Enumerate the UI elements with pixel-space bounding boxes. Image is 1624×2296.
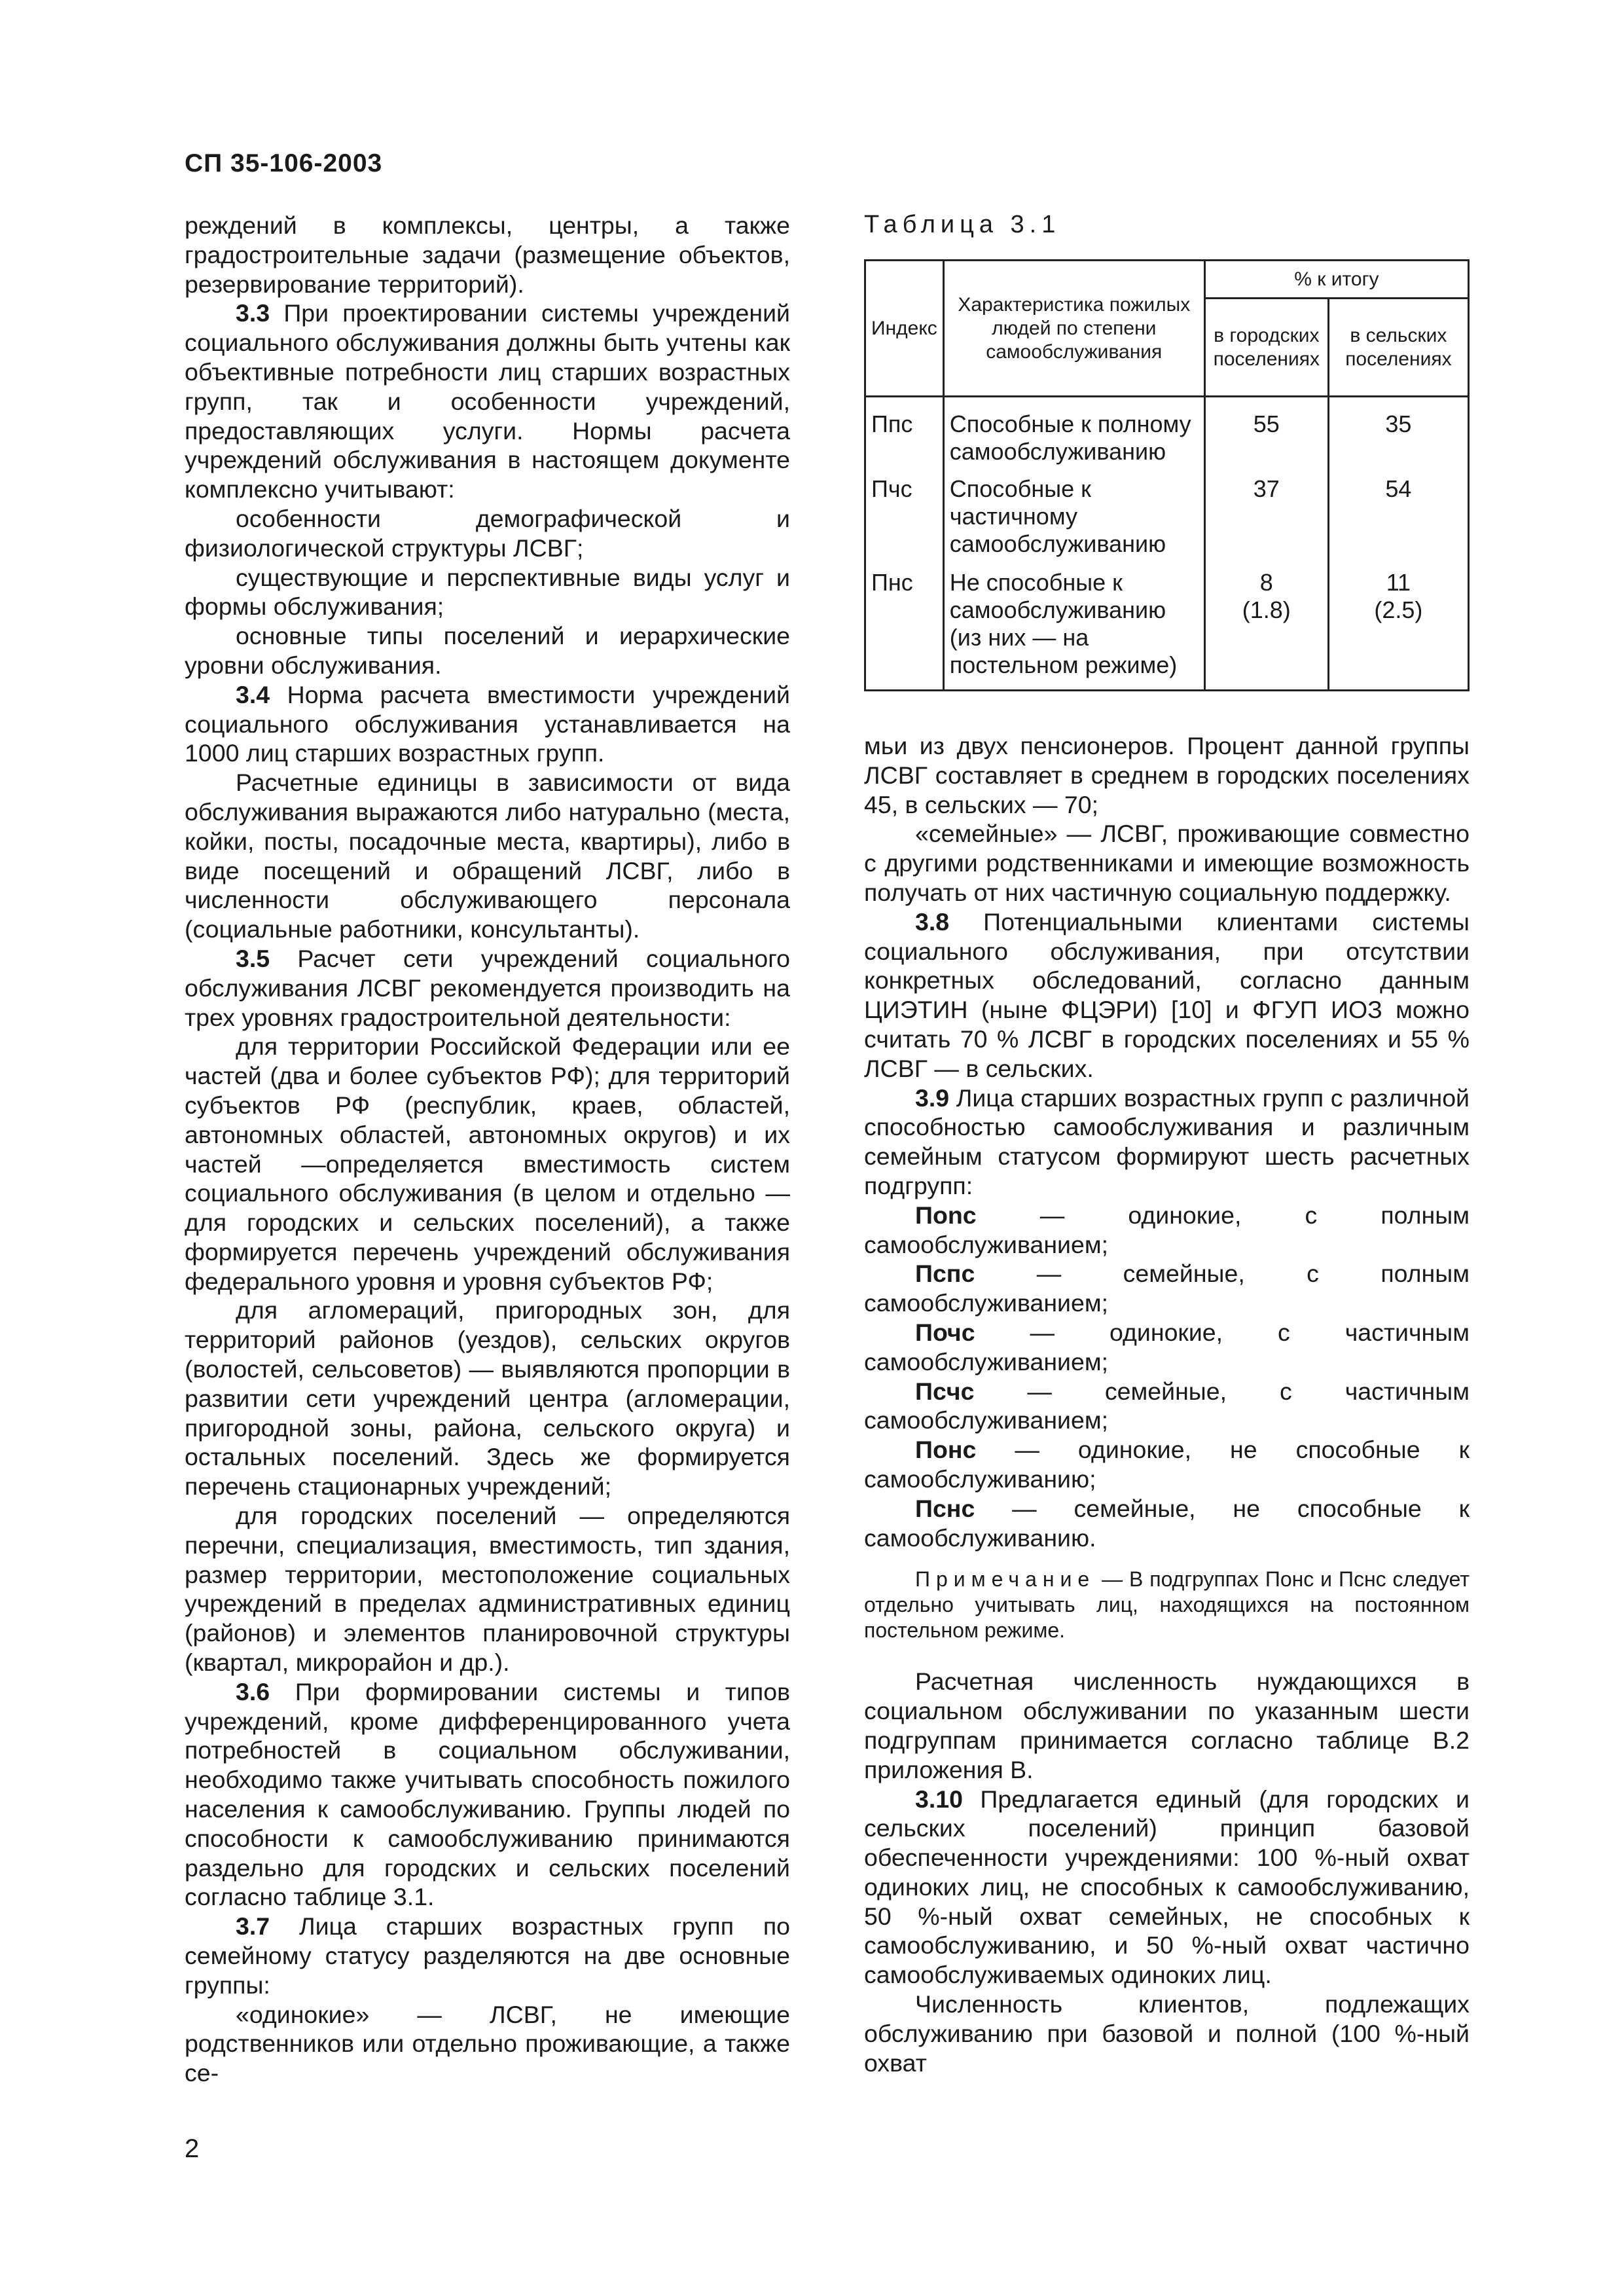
clause-text: Предлагается единый (для городских и сельских поселений) принцип базовой обеспеченности учреждениями: 100 %-ный охват одиноких лиц, не способных к самообслуживанию, 50 %-ный охват семейных, не способных к самообслуживанию, и 50 %-ный охват частично самообслуживаемых одиноких лиц. xyxy=(864,1785,1470,1989)
note xyxy=(864,1567,1470,1643)
table-row xyxy=(865,566,1469,690)
clause-number: 3.3 xyxy=(236,299,270,327)
paragraph: «семейные» — ЛСВГ, проживающие совместно с другими родственниками и имеющие возможность получать от них частичную социальную поддержку. xyxy=(864,820,1470,906)
cell-index: Ппс xyxy=(865,397,944,473)
clause-number: 3.10 xyxy=(915,1785,963,1813)
document-code: СП 35-106-2003 xyxy=(185,149,383,177)
cell-urban xyxy=(1204,566,1328,690)
clause-3-5 xyxy=(185,944,790,1032)
clause-number: 3.8 xyxy=(915,907,950,936)
subgroup-code: Понс xyxy=(915,1436,977,1464)
clause-text: Расчет сети учреждений социального обслуживания ЛСВГ рекомендуется производить на трех уровнях градостроительной деятельности: xyxy=(185,944,790,1031)
cell-urban-bedridden: (1.8) xyxy=(1242,596,1291,624)
subgroup-text: — семейные, с полным самообслуживанием; xyxy=(864,1260,1470,1317)
clause-text: При формировании системы и типов учреждений, кроме дифференцированного учета потребностей в социальном обслуживании, необходимо также учитывать способность пожилого населения к самообслуживанию. Группы людей по способности к самообслуживанию принимаются раздельно для городских и сельских поселений согласно таблице 3.1. xyxy=(185,1677,790,1911)
paragraph: Расчетные единицы в зависимости от вида обслуживания выражаются либо натурально (места, койки, посты, посадочные места, квартиры), либо в виде посещений и обращений ЛСВГ, либо в численности обслуживающего персонала (социальные работники, консультанты). xyxy=(185,769,790,943)
subgroup-code: Почс xyxy=(915,1318,975,1346)
table-row xyxy=(865,473,1469,566)
subgroup-item xyxy=(864,1377,1470,1436)
clause-3-9 xyxy=(864,1084,1470,1201)
list-item: для городских поселений — определяются перечни, специализация, вместимость, тип здания, размер территории, местоположение социальных учреждений в пределах административных единиц (районов) и элементов планировочной структуры (квартал, микрорайон и др.). xyxy=(185,1502,790,1677)
cell-rural: 54 xyxy=(1328,473,1468,566)
subgroup-text: — одинокие, с частичным самообслуживанием; xyxy=(864,1318,1470,1376)
subgroup-text: — семейные, не способные к самообслуживанию. xyxy=(864,1494,1470,1552)
note-text: — В подгруппах Понс и Пcнс следует отдельно учитывать лиц, находящихся на постоянном постельном режиме. xyxy=(864,1567,1470,1643)
list-item: основные типы поселений и иерархические уровни обслуживания. xyxy=(185,622,790,679)
subgroup-text: — одинокие, не способные к самообслуживанию; xyxy=(864,1436,1470,1493)
cell-rural: 35 xyxy=(1328,397,1468,473)
cell-urban: 37 xyxy=(1204,473,1328,566)
header-urban: в городских поселениях xyxy=(1204,299,1328,397)
paragraph: реждений в комплексы, центры, а также градостроительные задачи (размещение объектов, резервирование территорий). xyxy=(185,211,790,298)
clause-text: Потенциальными клиентами системы социального обслуживания, при отсутствии конкретных обследований, согласно данным ЦИЭТИН (ныне ФЦЭРИ) [10] и ФГУП ИОЗ можно считать 70 % ЛСВГ в городских поселениях и 55 % ЛСВГ — в сельских. xyxy=(864,907,1470,1082)
clause-3-7 xyxy=(185,1912,790,1999)
clause-3-6 xyxy=(185,1677,790,1912)
clause-number: 3.7 xyxy=(236,1912,270,1941)
clause-text: Норма расчета вместимости учреждений социального обслуживания устанавливается на 1000 лиц старших возрастных групп. xyxy=(185,680,790,767)
clause-3-10 xyxy=(864,1785,1470,1990)
cell-index: Пчс xyxy=(865,473,944,566)
header-total-percent: % к итогу xyxy=(1204,261,1468,299)
cell-rural-value: 11 xyxy=(1386,569,1411,596)
clause-number: 3.5 xyxy=(236,944,270,972)
cell-urban-value: 8 xyxy=(1259,569,1273,596)
left-column xyxy=(185,211,790,2088)
list-item: особенности демографической и физиологической структуры ЛСВГ; xyxy=(185,504,790,562)
cell-description: Не способные к самообслуживанию (из них — на постельном режиме) xyxy=(943,566,1204,690)
note-label: Примечание xyxy=(915,1567,1096,1592)
clause-3-4 xyxy=(185,680,790,768)
table-caption: Таблица 3.1 xyxy=(864,211,1061,238)
subgroup-item xyxy=(864,1201,1470,1260)
paragraph: мьи из двух пенсионеров. Процент данной группы ЛСВГ составляет в среднем в городских поселениях 45, в сельских — 70; xyxy=(864,732,1470,818)
header-rural: в сельских поселениях xyxy=(1328,299,1468,397)
subgroup-code: Поnс xyxy=(915,1201,977,1229)
page-number: 2 xyxy=(185,2134,200,2163)
subgroup-item xyxy=(864,1259,1470,1318)
subgroup-text: — одинокие, с полным самообслуживанием; xyxy=(864,1201,1470,1258)
header-characteristic: Характеристика пожилых людей по степени самообслуживания xyxy=(943,261,1204,397)
clause-text: Лица старших возрастных групп по семейному статусу разделяются на две основные группы: xyxy=(185,1912,790,1999)
clause-3-3 xyxy=(185,299,790,504)
table-3-1 xyxy=(864,259,1470,691)
list-item: для агломераций, пригородных зон, для территорий районов (уездов), сельских округов (волостей, сельсоветов) — выявляются пропорции в развитии сети учреждений центра (агломерации, пригородной зоны, района, сельского округа) и остальных поселений. Здесь же формируется перечень стационарных учреждений; xyxy=(185,1296,790,1501)
clause-number: 3.4 xyxy=(236,680,270,708)
cell-description: Способные к частичному самообслуживанию xyxy=(943,473,1204,566)
subgroup-item xyxy=(864,1318,1470,1377)
cell-rural xyxy=(1328,566,1468,690)
subgroup-item xyxy=(864,1435,1470,1494)
cell-description: Способные к полному самообслуживанию xyxy=(943,397,1204,473)
right-column xyxy=(864,731,1470,2077)
list-item: существующие и перспективные виды услуг и формы обслуживания; xyxy=(185,563,790,621)
subgroup-code: Пcпс xyxy=(915,1260,975,1288)
clause-3-8 xyxy=(864,907,1470,1084)
paragraph: Численность клиентов, подлежащих обслуживанию при базовой и полной (100 %-ный охват xyxy=(864,1990,1470,2077)
clause-number: 3.9 xyxy=(915,1084,950,1112)
cell-index: Пнс xyxy=(865,566,944,690)
clause-text: Лица старших возрастных групп с различной способностью самообслуживания и различным семейным статусом формируют шесть расчетных подгрупп: xyxy=(864,1084,1470,1199)
clause-number: 3.6 xyxy=(236,1677,270,1705)
table-row xyxy=(865,397,1469,473)
cell-urban: 55 xyxy=(1204,397,1328,473)
cell-rural-bedridden: (2.5) xyxy=(1374,596,1423,624)
list-item: для территории Российской Федерации или ее частей (два и более субъектов РФ); для территорий субъектов РФ (республик, краев, областей, автономных областей, автономных округов) и их частей —определяется вместимость систем социального обслуживания (в целом и отдельно — для городских и сельских поселений), а также формируется перечень учреждений обслуживания федерального уровня и уровня субъектов РФ; xyxy=(185,1032,790,1295)
subgroup-item xyxy=(864,1494,1470,1553)
clause-text: При проектировании системы учреждений социального обслуживания должны быть учтены как объективные потребности лиц старших возрастных групп, так и особенности учреждений, предоставляющих услуги. Нормы расчета учреждений обслуживания в настоящем документе комплексно учитывают: xyxy=(185,299,790,503)
subgroup-text: — семейные, с частичным самообслуживанием; xyxy=(864,1377,1470,1434)
header-index: Индекс xyxy=(865,261,944,397)
paragraph: «одинокие» — ЛСВГ, не имеющие родственников или отдельно проживающие, а также се- xyxy=(185,2000,790,2087)
paragraph: Расчетная численность нуждающихся в социальном обслуживании по указанным шести подгруппам принимается согласно таблице В.2 приложения В. xyxy=(864,1667,1470,1783)
subgroup-code: Пcнс xyxy=(915,1494,975,1522)
subgroup-code: Пcчс xyxy=(915,1377,975,1405)
